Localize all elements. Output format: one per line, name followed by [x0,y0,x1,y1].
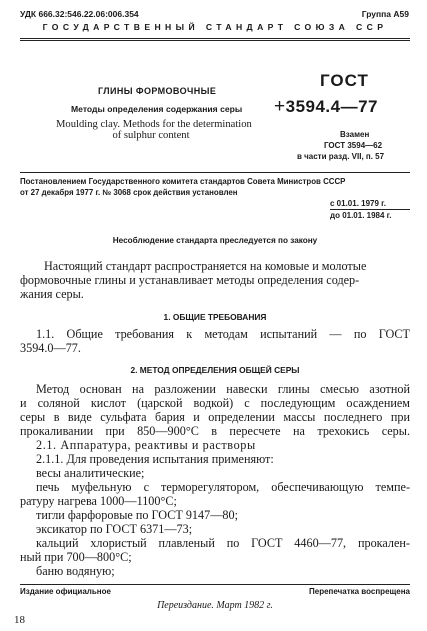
item-2-1: 2.1. Аппаратура, реактивы и растворы [36,438,256,452]
list-line-6: кальций хлористый плавленый по ГОСТ 4460—77, прокален- [36,536,410,550]
document-subtitle: Методы определения содержания серы [71,104,243,114]
header-rule-bottom [20,40,410,41]
list-line-4: тигли фарфоровые по ГОСТ 9147—80; [36,508,238,522]
law-notice: Несоблюдение стандарта преследуется по закону [112,236,318,245]
decree-rule [20,172,410,173]
replaces-gost: ГОСТ 3594—62 [324,141,383,150]
title-english [56,119,252,141]
decree-line-2: от 27 декабря 1977 г. № 3068 срок действия установлен [20,188,238,197]
effective-from: с 01.01. 1979 г. [330,199,386,208]
method-line-2: и соляной кислот (царской водкой) с последующим осаждением [20,396,410,410]
effective-to: до 01.01. 1984 г. [330,211,392,220]
intro-line-3: жания серы. [20,287,84,301]
gost-number: 3594.4—77 [285,97,379,116]
reprint-notice: Перепечатка воспрещена [309,587,410,596]
list-line-3: ратуру нагрева 1000—1100°С; [20,494,177,508]
reissue-note: Переиздание. Март 1982 г. [157,600,273,611]
title-english-line-1: Moulding clay. Methods for the determination [56,119,252,130]
section-1-line-1: 1.1. Общие требования к методам испытаний — по ГОСТ [36,327,410,341]
section-1-heading: 1. ОБЩИЕ ТРЕБОВАНИЯ [163,312,267,322]
group-code: Группа А59 [361,9,409,19]
handwritten-plus-mark: + [274,96,286,117]
replaces-label: Взамен [340,130,370,139]
effective-date-rule [330,209,410,210]
list-line-8: баню водяную; [36,564,115,578]
list-line-2: печь муфельную с терморегулятором, обеспечивающую темпе- [36,480,410,494]
method-line-1: Метод основан на разложении навески глины смесью азотной [36,382,410,396]
header-rule-top [20,38,410,39]
standard-banner: ГОСУДАРСТВЕННЫЙ СТАНДАРТ СОЮЗА ССР [42,22,388,32]
title-english-line-2: of sulphur content [112,130,190,141]
list-line-1: весы аналитические; [36,466,145,480]
intro-line-2: формовочные глины и устанавливает методы определения содер- [20,273,360,287]
gost-label: ГОСТ [320,71,369,90]
official-edition: Издание официальное [20,587,111,596]
list-line-5: эксикатор по ГОСТ 6371—73; [36,522,193,536]
replaces-part: в части разд. VII, п. 57 [297,152,385,161]
page-number: 18 [14,614,25,626]
section-1-line-2: 3594.0—77. [20,341,81,355]
item-2-1-1: 2.1.1. Для проведения испытания применяют: [36,452,274,466]
intro-line-1: Настоящий стандарт распространяется на комовые и молотые [44,259,367,273]
footer-rule [20,584,410,585]
decree-line-1: Постановлением Государственного комитета стандартов Совета Министров СССР [20,177,346,186]
method-line-3: серы в виде сульфата бария и определении массы последнего при [20,410,410,424]
document-title: ГЛИНЫ ФОРМОВОЧНЫЕ [98,86,217,96]
method-line-4: прокаливании при 850—900°С в пересчете на трехокись серы. [20,424,410,438]
udk-code: УДК 666.32:546.22.06:006.354 [20,9,139,19]
section-2-heading: 2. МЕТОД ОПРЕДЕЛЕНИЯ ОБЩЕЙ СЕРЫ [130,365,300,375]
gost-number-row [274,96,378,118]
list-line-7: ный при 700—800°С; [20,550,132,564]
